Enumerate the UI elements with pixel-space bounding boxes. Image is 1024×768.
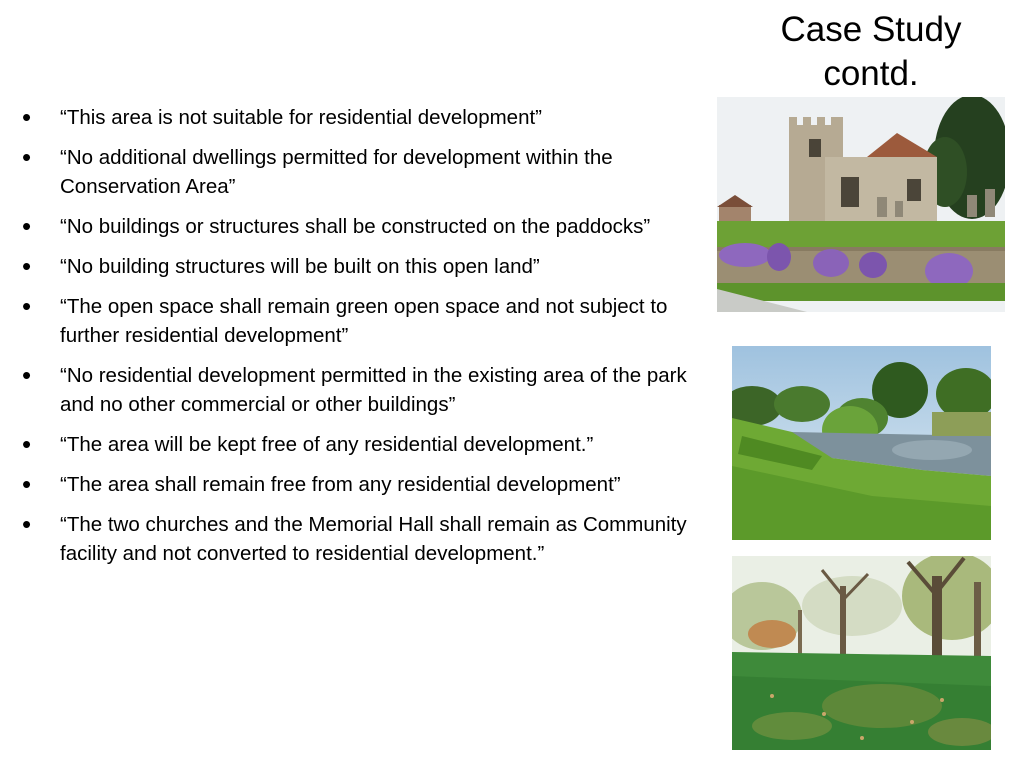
bullet-icon: • [22, 429, 32, 459]
bullet-text: “The open space shall remain green open space and not subject to further residential development” [60, 295, 668, 347]
bullet-text: “No residential development permitted in the existing area of the park and no other commercial or other buildings” [60, 364, 687, 416]
bullet-item [22, 430, 702, 459]
bullet-text: “No buildings or structures shall be constructed on the paddocks” [60, 215, 651, 238]
bullet-list [22, 103, 702, 579]
bullet-icon: • [22, 469, 32, 499]
bullet-text: “The two churches and the Memorial Hall shall remain as Community facility and not converted to residential development.” [60, 513, 687, 565]
bullet-text: “The area will be kept free of any residential development.” [60, 433, 594, 456]
bullet-icon: • [22, 142, 32, 172]
bullet-text: “This area is not suitable for residential development” [60, 106, 542, 129]
bullet-item [22, 510, 702, 568]
bullet-item [22, 103, 702, 132]
bullet-item [22, 143, 702, 201]
bullet-item [22, 252, 702, 281]
bullet-text: “No building structures will be built on this open land” [60, 255, 540, 278]
slide-title [740, 8, 1002, 96]
park-photo [732, 556, 991, 750]
bullet-text: “The area shall remain free from any residential development” [60, 473, 621, 496]
bullet-icon: • [22, 251, 32, 281]
bullet-icon: • [22, 509, 32, 539]
bullet-item [22, 361, 702, 419]
bullet-item [22, 470, 702, 499]
bullet-text: “No additional dwellings permitted for development within the Conservation Area” [60, 146, 613, 198]
church-photo [717, 97, 1005, 312]
bullet-item [22, 212, 702, 241]
bullet-icon: • [22, 102, 32, 132]
bullet-icon: • [22, 291, 32, 321]
bullet-item [22, 292, 702, 350]
bullet-icon: • [22, 360, 32, 390]
title-line-1: Case Study [780, 10, 962, 49]
pond-photo [732, 346, 991, 540]
title-line-2: contd. [823, 54, 919, 93]
bullet-icon: • [22, 211, 32, 241]
